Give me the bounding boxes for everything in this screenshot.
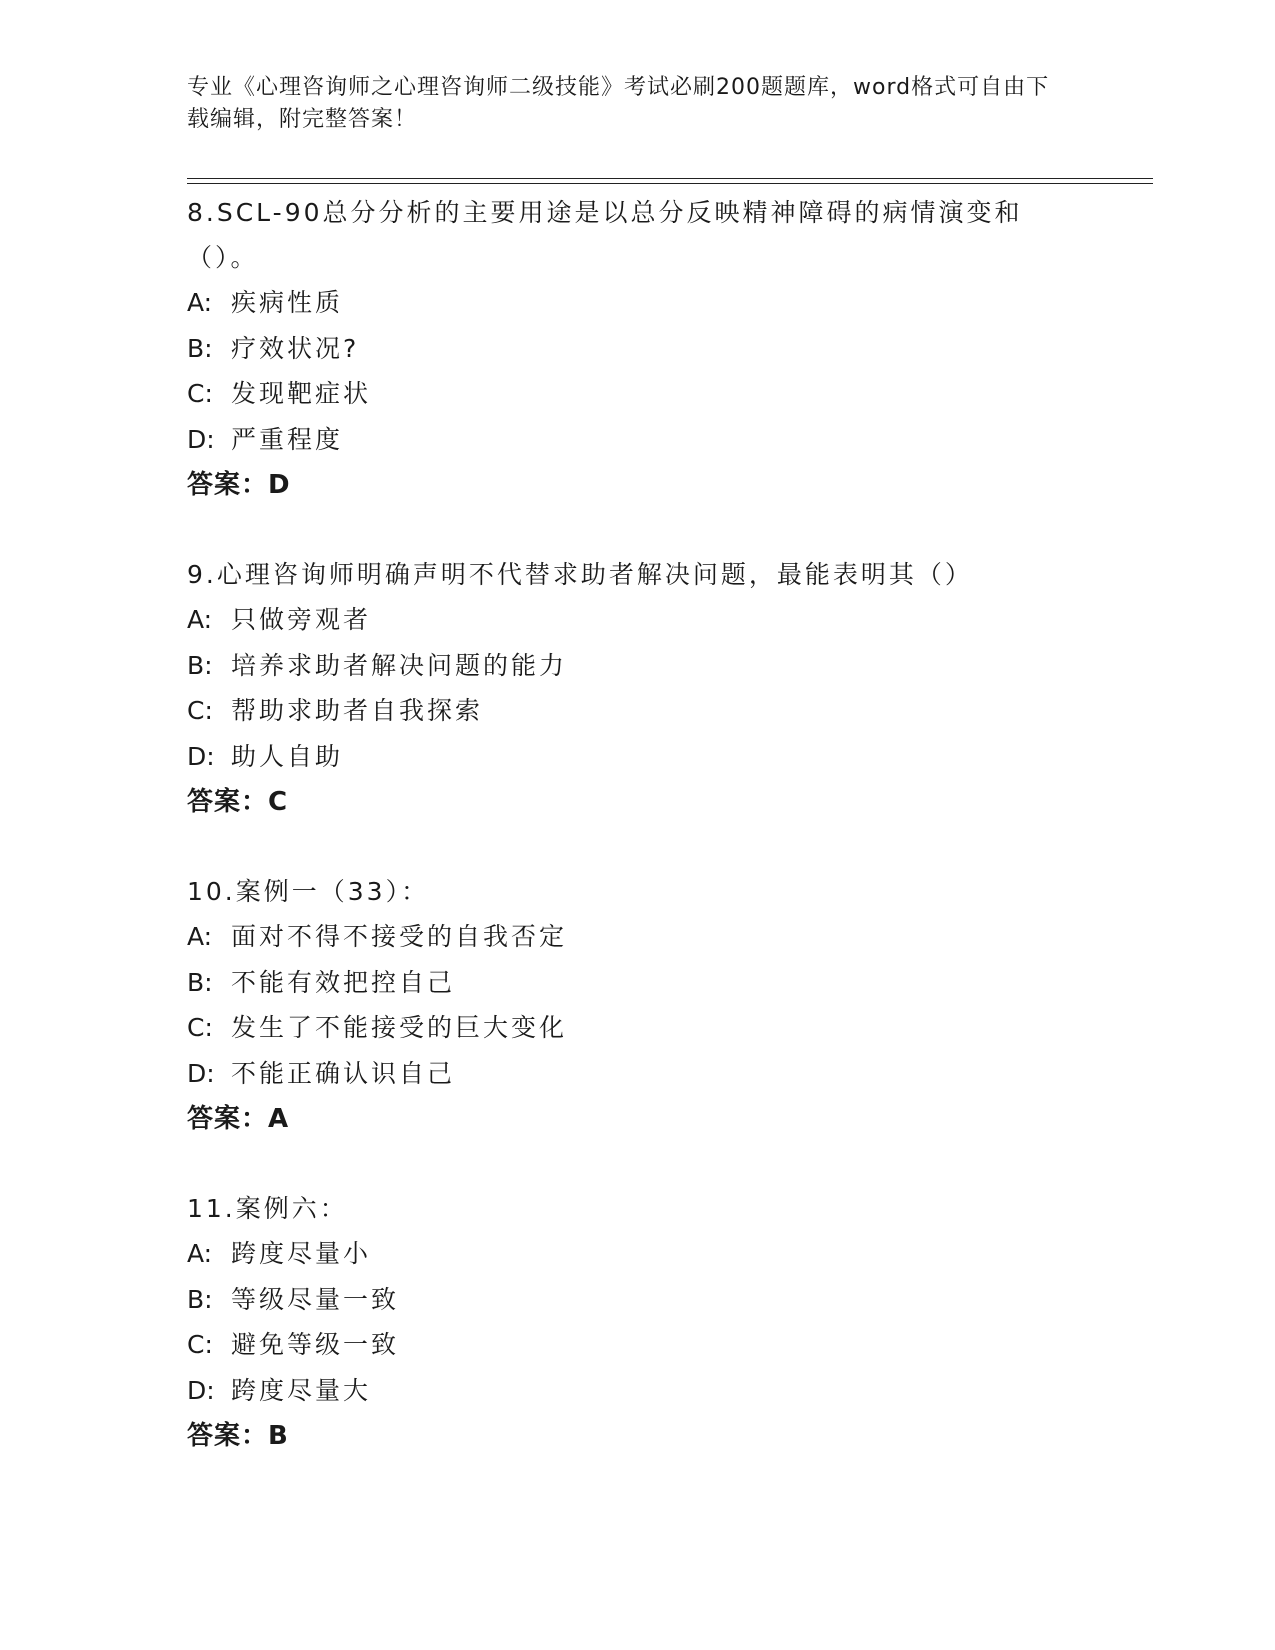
option-text: 避免等级一致 — [231, 1330, 400, 1359]
option-c — [187, 1005, 1087, 1051]
option-b — [187, 960, 1087, 1006]
option-c — [187, 1322, 1087, 1368]
option-text: 跨度尽量大 — [231, 1375, 372, 1405]
option-text: 发现靶症状 — [231, 379, 372, 408]
option-text: 只做旁观者 — [231, 605, 372, 634]
header-divider-bottom — [187, 183, 1153, 184]
document-header: 专业《心理咨询师之心理咨询师二级技能》考试必刷200题题库，word格式可自由下载编辑，附完整答案！ — [187, 75, 1050, 132]
answer-line: 答案：C — [187, 787, 289, 817]
option-text: 跨度尽量小 — [231, 1239, 372, 1268]
option-a — [187, 914, 1087, 960]
option-b — [187, 326, 1087, 372]
option-a — [187, 597, 1087, 643]
option-text: 发生了不能接受的巨大变化 — [231, 1013, 568, 1042]
option-b — [187, 1277, 1087, 1323]
question-9 — [187, 552, 1087, 825]
option-text: 严重程度 — [231, 424, 344, 454]
option-letter: D: — [187, 1058, 215, 1088]
option-d — [187, 417, 1087, 463]
option-d — [187, 1051, 1087, 1097]
option-text: 等级尽量一致 — [231, 1284, 400, 1314]
question-stem: 10.案例一（33）： — [187, 877, 430, 906]
option-letter: B: — [187, 1284, 213, 1314]
option-d — [187, 734, 1087, 780]
option-letter: C: — [187, 696, 213, 725]
option-text: 不能正确认识自己 — [231, 1058, 456, 1088]
option-text: 培养求助者解决问题的能力 — [231, 650, 568, 680]
option-letter: C: — [187, 1013, 213, 1042]
answer-line: 答案：D — [187, 470, 291, 500]
option-c — [187, 688, 1087, 734]
option-letter: C: — [187, 1330, 213, 1359]
question-stem: 9.心理咨询师明确声明不代替求助者解决问题，最能表明其（） — [187, 560, 973, 589]
option-b — [187, 643, 1087, 689]
question-11 — [187, 1186, 1087, 1459]
option-text: 疾病性质 — [231, 288, 344, 317]
option-letter: B: — [187, 967, 213, 997]
question-stem: 11.案例六： — [187, 1194, 348, 1223]
question-stem: 8.SCL-90总分分析的主要用途是以总分反映精神障碍的病情演变和（）。 — [187, 198, 1023, 272]
option-letter: A: — [187, 605, 213, 634]
option-text: 疗效状况? — [231, 333, 360, 363]
option-d — [187, 1368, 1087, 1414]
question-10 — [187, 869, 1087, 1142]
option-text: 面对不得不接受的自我否定 — [231, 922, 568, 951]
option-c — [187, 371, 1087, 417]
option-letter: C: — [187, 379, 213, 408]
option-text: 不能有效把控自己 — [231, 967, 456, 997]
header-divider-top — [187, 178, 1153, 179]
option-letter: D: — [187, 741, 215, 771]
option-letter: D: — [187, 424, 215, 454]
answer-line: 答案：A — [187, 1104, 290, 1134]
option-text: 帮助求助者自我探索 — [231, 696, 484, 725]
option-a — [187, 1231, 1087, 1277]
option-letter: B: — [187, 333, 213, 363]
question-list — [187, 190, 1087, 1503]
option-letter: B: — [187, 650, 213, 680]
question-8 — [187, 190, 1087, 508]
option-a — [187, 280, 1087, 326]
option-letter: A: — [187, 922, 213, 951]
option-text: 助人自助 — [231, 741, 344, 771]
option-letter: D: — [187, 1375, 215, 1405]
option-letter: A: — [187, 1239, 213, 1268]
answer-line: 答案：B — [187, 1421, 289, 1451]
option-letter: A: — [187, 288, 213, 317]
